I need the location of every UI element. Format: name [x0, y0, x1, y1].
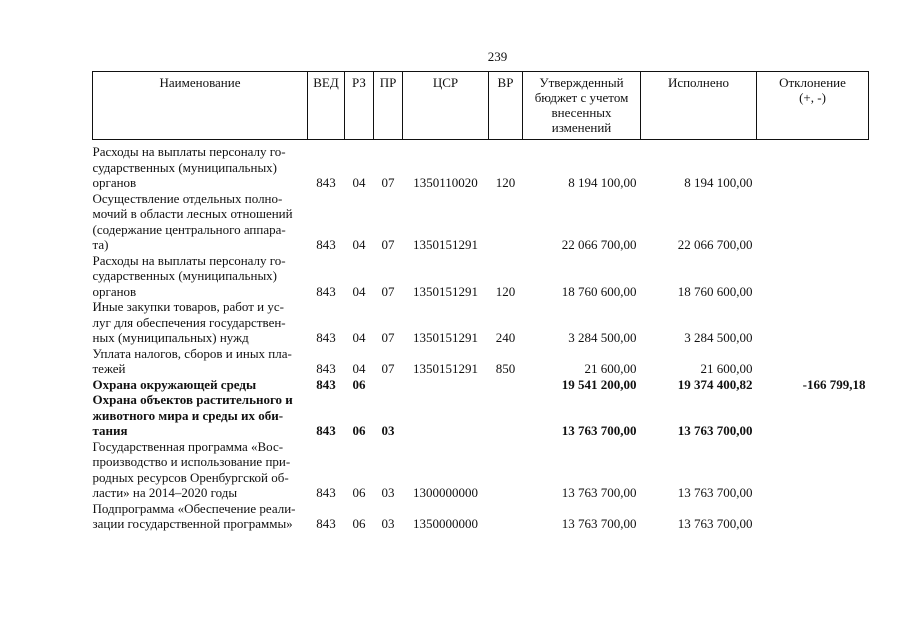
cell-ved: 843	[316, 361, 336, 376]
cell-approved: 3 284 500,00	[568, 330, 637, 345]
cell-ved: 843	[316, 423, 336, 438]
header-approved-line: бюджет с учетом	[534, 90, 629, 105]
row-name-line: Иные закупки товаров, работ и ус-	[92, 299, 284, 314]
cell-pr: 07	[381, 330, 395, 345]
header-approved	[523, 72, 641, 140]
cell-pr: 07	[381, 175, 395, 190]
cell-ved: 843	[316, 516, 336, 531]
table-row	[93, 377, 869, 393]
cell-pr	[374, 377, 403, 393]
row-name-line: Расходы на выплаты персоналу го-	[92, 144, 286, 159]
cell-rz: 04	[352, 361, 366, 376]
row-name-line: мочий в области лесных отношений	[92, 206, 293, 221]
cell-executed: 19 374 400,82	[677, 376, 753, 392]
cell-approved: 19 541 200,00	[561, 376, 637, 392]
cell-vr	[489, 501, 523, 532]
cell-ved: 843	[316, 330, 336, 345]
cell-approved: 13 763 700,00	[561, 423, 637, 438]
row-name	[93, 439, 308, 501]
cell-approved: 13 763 700,00	[561, 516, 637, 531]
cell-executed: 18 760 600,00	[677, 283, 753, 299]
cell-executed: 3 284 500,00	[684, 330, 753, 345]
cell-rz: 06	[352, 423, 366, 438]
cell-csr: 1350151291	[413, 237, 478, 252]
cell-ved: 843	[316, 237, 336, 252]
row-name-line: тания	[92, 423, 128, 438]
header-deviation-line: (+, -)	[799, 90, 826, 105]
row-name-line: Подпрограмма «Обеспечение реали-	[92, 500, 296, 516]
table-body	[93, 140, 869, 532]
row-name	[93, 191, 308, 253]
row-name-line: сударственных (муниципальных)	[92, 268, 278, 283]
cell-csr: 1350000000	[413, 516, 478, 531]
cell-rz: 04	[352, 330, 366, 345]
row-name	[93, 346, 308, 377]
row-name-line: луг для обеспечения государствен-	[92, 314, 286, 330]
table-row	[93, 346, 869, 377]
cell-deviation	[757, 392, 869, 439]
header-vr: ВР	[489, 72, 523, 140]
budget-table	[92, 71, 869, 532]
cell-pr: 03	[381, 485, 395, 500]
cell-approved: 13 763 700,00	[561, 485, 637, 500]
cell-rz: 06	[352, 376, 366, 392]
cell-deviation	[757, 346, 869, 377]
cell-deviation	[757, 191, 869, 253]
row-name-line: Охрана окружающей среды	[92, 376, 257, 392]
cell-rz: 06	[352, 516, 366, 531]
table-row	[93, 392, 869, 439]
row-name-line: сударственных (муниципальных)	[92, 159, 278, 175]
row-name-line: Охрана объектов растительного и	[92, 392, 293, 407]
header-deviation	[757, 72, 869, 140]
row-name-line: родных ресурсов Оренбургской об-	[92, 469, 289, 485]
cell-approved: 18 760 600,00	[561, 283, 637, 299]
header-ved: ВЕД	[308, 72, 345, 140]
header-deviation-line: Отклонение	[779, 75, 846, 90]
cell-executed: 21 600,00	[700, 361, 753, 376]
cell-vr: 120	[495, 175, 516, 190]
row-name-line: ных (муниципальных) нужд	[92, 330, 249, 345]
cell-ved: 843	[316, 283, 336, 299]
row-name-line: органов	[92, 175, 137, 190]
cell-csr	[403, 392, 489, 439]
cell-vr: 240	[495, 330, 516, 345]
cell-ved: 843	[316, 485, 336, 500]
row-name-line: животного мира и среды их оби-	[92, 407, 284, 423]
cell-deviation	[757, 501, 869, 532]
cell-pr: 03	[381, 516, 395, 531]
row-name-line: Осуществление отдельных полно-	[92, 190, 283, 206]
table-row	[93, 439, 869, 501]
cell-deviation	[757, 299, 869, 346]
header-approved-line: Утвержденный	[539, 75, 624, 90]
cell-ved: 843	[316, 376, 336, 392]
row-name-line: тежей	[92, 361, 126, 376]
cell-pr: 07	[381, 237, 395, 252]
row-name	[93, 299, 308, 346]
cell-csr: 1350151291	[413, 330, 478, 345]
cell-rz: 04	[352, 283, 366, 299]
cell-executed: 8 194 100,00	[684, 175, 753, 190]
cell-deviation	[757, 253, 869, 300]
cell-pr: 07	[381, 283, 395, 299]
row-name-line: та)	[92, 237, 109, 252]
row-name-line: органов	[92, 283, 137, 299]
page-number: 239	[487, 49, 508, 64]
cell-approved: 21 600,00	[584, 361, 637, 376]
cell-vr	[489, 439, 523, 501]
table-row	[93, 144, 869, 191]
row-name	[93, 501, 308, 532]
row-name	[93, 144, 308, 191]
cell-pr: 07	[381, 361, 395, 376]
cell-ved: 843	[316, 175, 336, 190]
cell-vr: 850	[495, 361, 516, 376]
cell-csr: 1350110020	[413, 175, 478, 190]
cell-csr: 1350151291	[413, 361, 478, 376]
cell-deviation: -166 799,18	[802, 376, 866, 392]
cell-executed: 13 763 700,00	[677, 516, 753, 531]
cell-deviation	[757, 439, 869, 501]
cell-vr: 120	[495, 283, 516, 299]
cell-executed: 13 763 700,00	[677, 485, 753, 500]
cell-csr	[403, 377, 489, 393]
cell-rz: 06	[352, 485, 366, 500]
header-executed: Исполнено	[641, 72, 757, 140]
row-name-line: Расходы на выплаты персоналу го-	[92, 252, 286, 268]
row-name	[93, 392, 308, 439]
cell-executed: 13 763 700,00	[677, 423, 753, 438]
row-name-line: Уплата налогов, сборов и иных пла-	[92, 345, 292, 361]
table-row	[93, 299, 869, 346]
cell-csr: 1300000000	[413, 485, 478, 500]
row-name-line: (содержание центрального аппара-	[92, 221, 286, 237]
table-row	[93, 253, 869, 300]
header-name: Наименование	[93, 72, 308, 140]
cell-vr	[489, 191, 523, 253]
cell-rz: 04	[352, 237, 366, 252]
cell-pr: 03	[381, 423, 395, 438]
cell-vr	[489, 392, 523, 439]
row-name-line: ласти» на 2014–2020 годы	[92, 485, 238, 500]
header-pr: ПР	[374, 72, 403, 140]
row-name-line: зации государственной программы»	[92, 516, 293, 531]
table-header	[93, 72, 869, 140]
cell-deviation	[757, 144, 869, 191]
row-name	[93, 253, 308, 300]
header-approved-line: внесенных	[551, 105, 612, 120]
cell-approved: 8 194 100,00	[568, 175, 637, 190]
header-approved-line: изменений	[551, 120, 612, 135]
cell-approved: 22 066 700,00	[561, 237, 637, 252]
table-row	[93, 501, 869, 532]
row-name-line: Государственная программа «Вос-	[92, 438, 284, 454]
cell-executed: 22 066 700,00	[677, 237, 753, 252]
cell-vr	[489, 377, 523, 393]
row-name	[93, 377, 308, 393]
table-row	[93, 191, 869, 253]
row-name-line: производство и использование при-	[92, 454, 291, 469]
header-csr: ЦСР	[403, 72, 489, 140]
cell-rz: 04	[352, 175, 366, 190]
header-rz: РЗ	[345, 72, 374, 140]
cell-csr: 1350151291	[413, 283, 478, 299]
